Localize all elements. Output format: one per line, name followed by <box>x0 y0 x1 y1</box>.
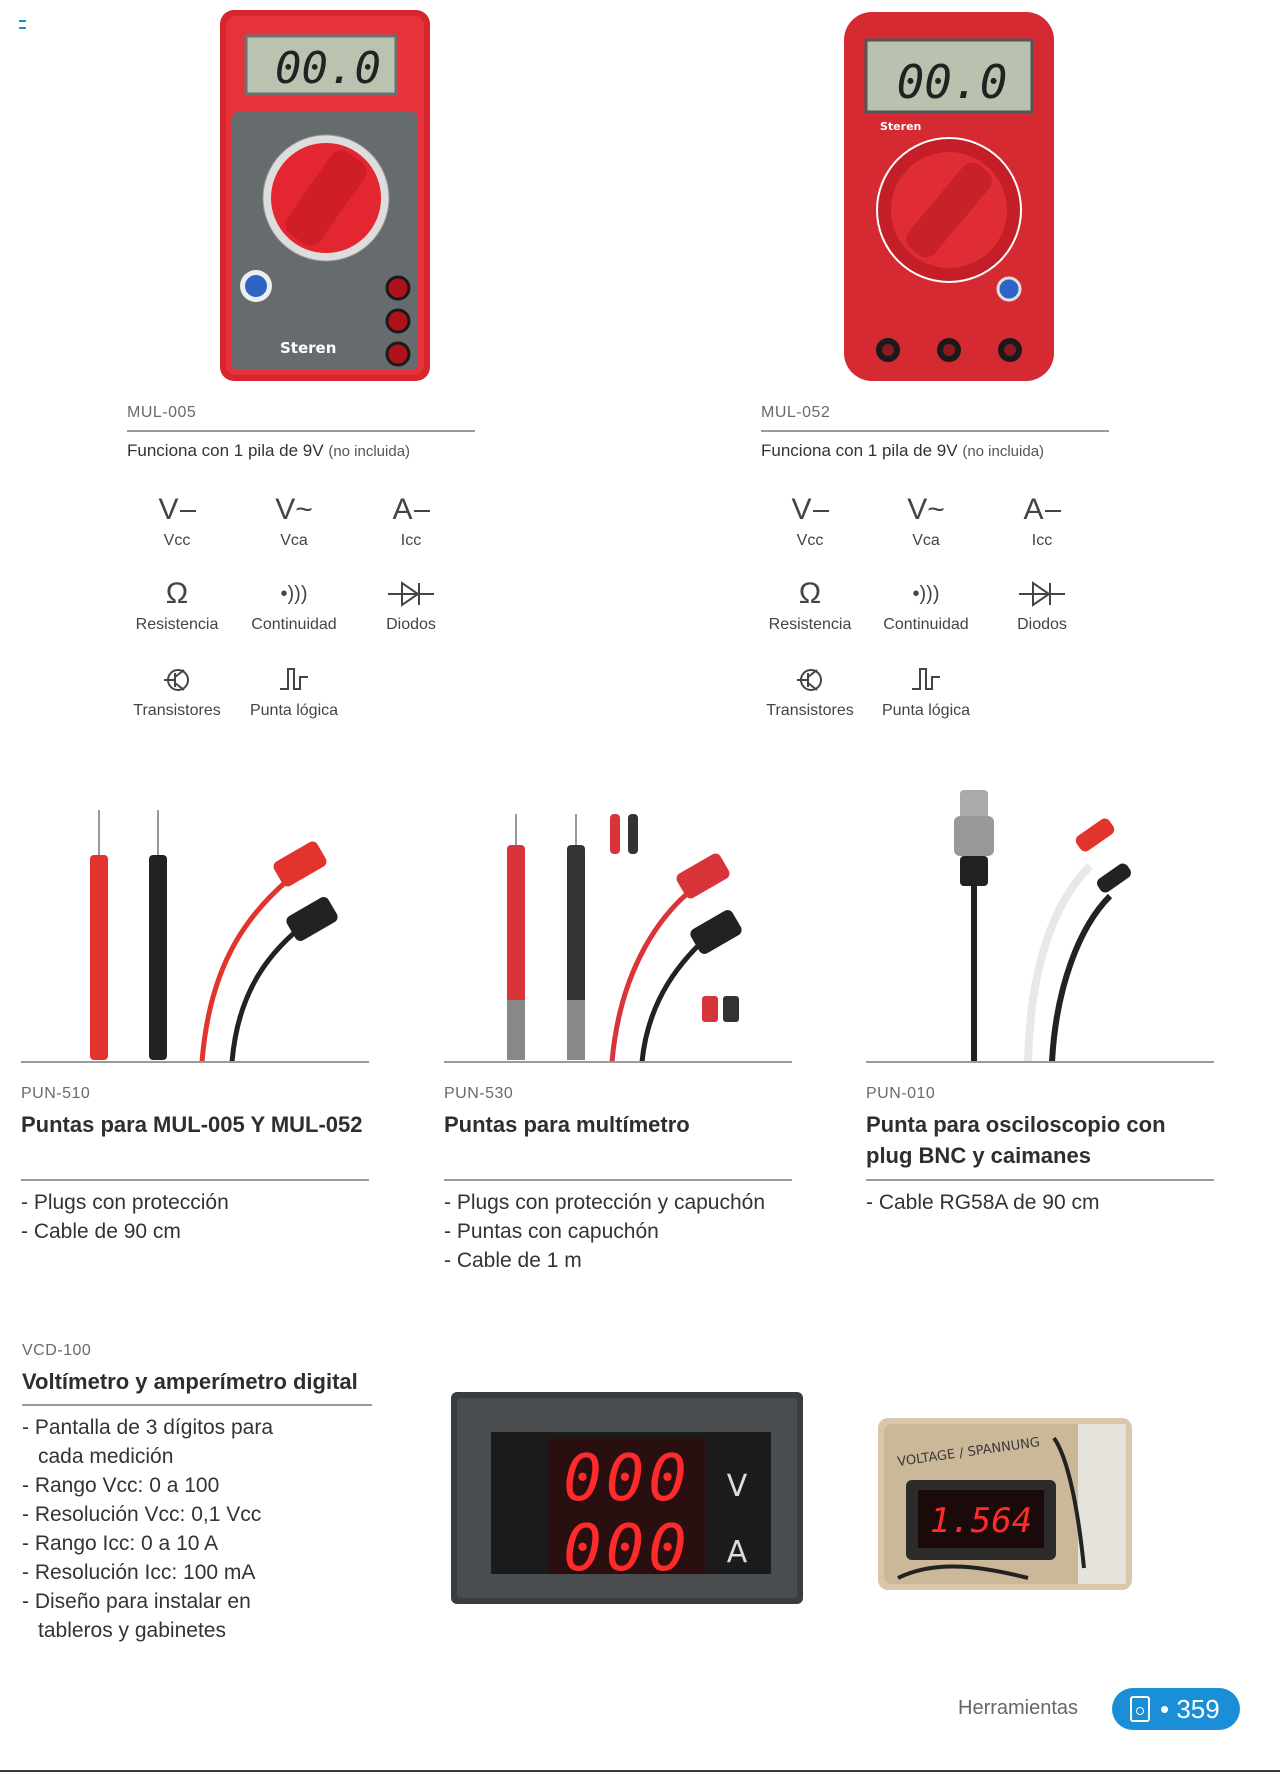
feature-continuidad <box>234 574 354 634</box>
spec-item: - Cable de 90 cm <box>21 1220 181 1243</box>
feature-icc <box>982 490 1102 550</box>
multimeter-mul005-image <box>218 8 432 383</box>
divider <box>866 1061 1214 1063</box>
dc-voltage-icon: V <box>791 493 828 527</box>
spec-list <box>22 1413 322 1645</box>
feature-label: Punta lógica <box>249 702 339 719</box>
page-number: • 359 <box>1160 1693 1220 1724</box>
product-code: MUL-052 <box>761 404 831 421</box>
product-code: PUN-530 <box>444 1085 514 1102</box>
display-bottom-digits: 000 <box>563 1512 691 1586</box>
diode-icon <box>1019 579 1065 609</box>
spec-list <box>21 1188 381 1246</box>
multimeter-mul052-image <box>840 10 1058 383</box>
feature-punta-logica <box>234 660 354 720</box>
feature-punta-logica <box>866 660 986 720</box>
transistor-icon <box>795 665 825 695</box>
feature-vcc <box>117 490 237 550</box>
feature-label: Continuidad <box>251 616 337 633</box>
logic-probe-icon <box>279 665 309 695</box>
spec-item: - Plugs con protección <box>21 1191 229 1214</box>
product-code: PUN-510 <box>21 1085 91 1102</box>
feature-label: Vcc <box>163 532 191 549</box>
ac-voltage-icon: V~ <box>907 493 945 526</box>
product-title: Voltímetro y amperímetro digital <box>22 1369 358 1394</box>
probe-pun010-image <box>900 786 1180 1062</box>
feature-transistores <box>750 660 870 720</box>
feature-transistores <box>117 660 237 720</box>
power-note: (no incluida) <box>328 443 411 460</box>
spec-item: - Plugs con protección y capuchón <box>444 1191 766 1214</box>
feature-resistencia <box>117 574 237 634</box>
spec-list <box>444 1188 804 1275</box>
spec-list <box>866 1188 1226 1217</box>
product-title: Puntas para multímetro <box>444 1112 690 1137</box>
mul052-brand: Steren <box>880 120 922 133</box>
product-code: MUL-005 <box>127 404 197 421</box>
feature-label: Continuidad <box>883 616 969 633</box>
feature-label: Diodos <box>1017 616 1067 633</box>
feature-vca <box>866 490 986 550</box>
feature-label: Transistores <box>133 702 221 719</box>
features-mul005 <box>117 490 477 730</box>
feature-label: Vca <box>912 532 940 549</box>
unit-volt: V <box>726 1469 748 1504</box>
divider <box>127 430 475 432</box>
display-top-digits: 000 <box>563 1442 691 1516</box>
mul005-brand: Steren <box>280 339 337 357</box>
unit-amp: A <box>726 1535 748 1570</box>
divider <box>444 1179 792 1181</box>
feature-diodos <box>982 574 1102 634</box>
power-requirement <box>761 441 1044 461</box>
continuity-icon: •))) <box>280 582 308 605</box>
divider <box>444 1061 792 1063</box>
photo-reading: 1.564 <box>929 1501 1033 1541</box>
resistance-icon: Ω <box>165 577 189 610</box>
dc-current-icon: A <box>1023 493 1060 527</box>
feature-label: Diodos <box>386 616 436 633</box>
power-requirement <box>127 441 410 461</box>
feature-icc <box>351 490 471 550</box>
spec-item: - Rango Icc: 0 a 10 A <box>22 1532 219 1555</box>
page-number-badge <box>1112 1688 1240 1730</box>
spec-item: - Cable RG58A de 90 cm <box>866 1191 1100 1214</box>
power-note: (no incluida) <box>962 443 1045 460</box>
logic-probe-icon <box>911 665 941 695</box>
feature-label: Transistores <box>766 702 854 719</box>
probes-pun510-image <box>60 800 350 1062</box>
feature-vcc <box>750 490 870 550</box>
transistor-icon <box>162 665 192 695</box>
feature-label: Resistencia <box>135 616 219 633</box>
spec-item: - Resolución Vcc: 0,1 Vcc <box>22 1503 262 1526</box>
diode-icon <box>388 579 434 609</box>
spec-item: - Rango Vcc: 0 a 100 <box>22 1474 220 1497</box>
spec-item: - Puntas con capuchón <box>444 1220 659 1243</box>
feature-vca <box>234 490 354 550</box>
spec-item: - Resolución Icc: 100 mA <box>22 1561 256 1584</box>
feature-label: Icc <box>400 532 422 549</box>
corner-mark <box>19 20 26 29</box>
feature-label: Resistencia <box>768 616 852 633</box>
continuity-icon: •))) <box>912 582 940 605</box>
section-name: Herramientas <box>958 1697 1079 1719</box>
feature-label: Vcc <box>796 532 824 549</box>
dc-current-icon: A <box>392 493 429 527</box>
resistance-icon: Ω <box>798 577 822 610</box>
product-code: VCD-100 <box>22 1342 92 1359</box>
spec-item: - Diseño para instalar en tableros y gabinetes <box>22 1590 251 1642</box>
mul005-display: 00.0 <box>275 43 381 94</box>
feature-label: Punta lógica <box>881 702 971 719</box>
product-title: Puntas para MUL-005 Y MUL-052 <box>21 1112 363 1137</box>
installed-meter-photo <box>878 1418 1132 1590</box>
divider <box>21 1061 369 1063</box>
dc-voltage-icon: V <box>158 493 195 527</box>
panel-meter-image <box>451 1392 803 1604</box>
ac-voltage-icon: V~ <box>275 493 313 526</box>
divider <box>22 1404 372 1406</box>
power-text: Funciona con 1 pila de 9V <box>127 441 324 460</box>
tool-icon <box>1130 1696 1150 1722</box>
feature-label: Vca <box>280 532 308 549</box>
product-code: PUN-010 <box>866 1085 936 1102</box>
divider <box>761 430 1109 432</box>
mul052-display: 00.0 <box>896 55 1008 109</box>
divider <box>866 1179 1214 1181</box>
photo-label: VOLTAGE / SPANNUNG <box>896 1435 1041 1470</box>
product-title: Punta para osciloscopio con plug BNC y caimanes <box>866 1112 1166 1168</box>
feature-diodos <box>351 574 471 634</box>
divider <box>21 1179 369 1181</box>
features-mul052 <box>750 490 1110 730</box>
feature-resistencia <box>750 574 870 634</box>
spec-item: - Cable de 1 m <box>444 1249 582 1272</box>
feature-continuidad <box>866 574 986 634</box>
feature-label: Icc <box>1031 532 1053 549</box>
spec-item: - Pantalla de 3 dígitos para cada medición <box>22 1416 273 1468</box>
probes-pun530-image <box>480 800 770 1062</box>
power-text: Funciona con 1 pila de 9V <box>761 441 958 460</box>
